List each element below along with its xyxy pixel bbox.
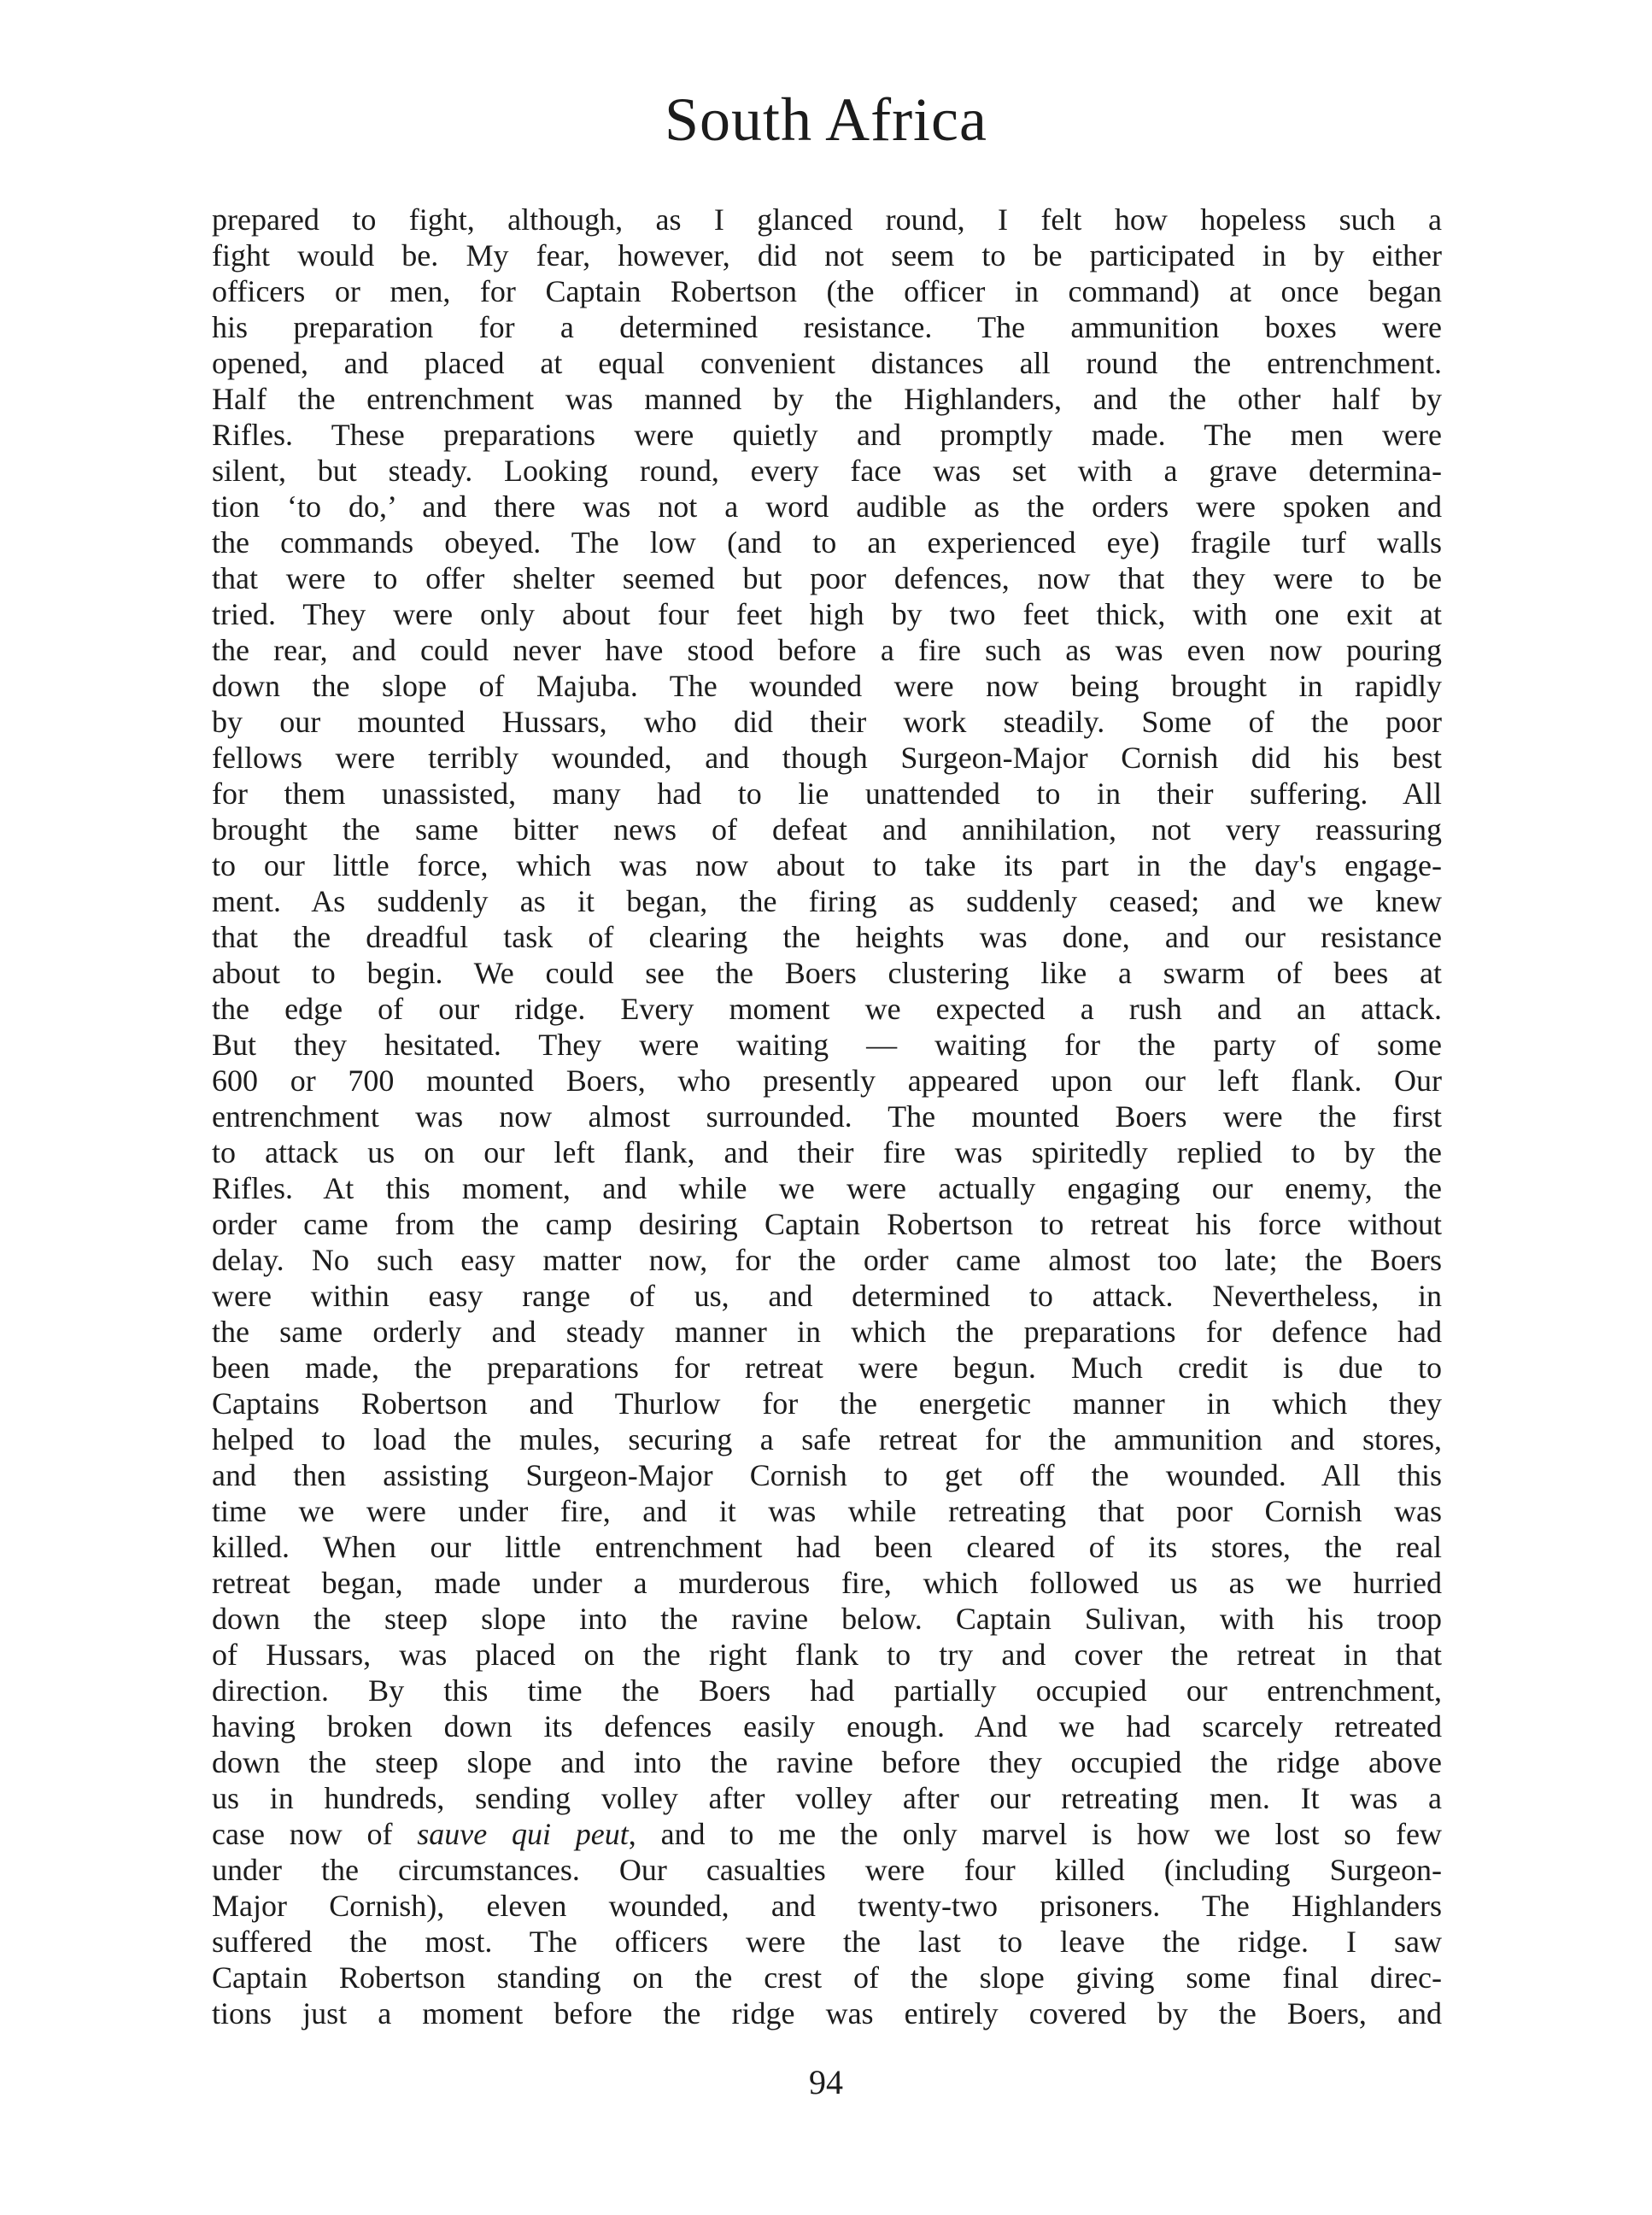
body-text — [212, 202, 1442, 2031]
text-line: tried. They were only about four feet high by two feet thick, with one exit at — [212, 597, 1442, 631]
text-line: retreat began, made under a murderous fire, which followed us as we hurried — [212, 1566, 1442, 1600]
text-line: Captains Robertson and Thurlow for the energetic manner in which they — [212, 1386, 1442, 1421]
text-line: that the dreadful task of clearing the heights was done, and our resistance — [212, 920, 1442, 954]
text-line: having broken down its defences easily enough. And we had scarcely retreated — [212, 1709, 1442, 1743]
text-line: Rifles. At this moment, and while we were actually engaging our enemy, the — [212, 1171, 1442, 1205]
text-line: entrenchment was now almost surrounded. The mounted Boers were the first — [212, 1099, 1442, 1134]
text-line: order came from the camp desiring Captain Robertson to retreat his force without — [212, 1207, 1442, 1241]
text-line: prepared to fight, although, as I glanced round, I felt how hopeless such a — [212, 202, 1442, 237]
text-line: by our mounted Hussars, who did their work steadily. Some of the poor — [212, 705, 1442, 739]
running-head-title: South Africa — [665, 85, 987, 154]
text-line: helped to load the mules, securing a safe retreat for the ammunition and stores, — [212, 1422, 1442, 1456]
text-line: to attack us on our left flank, and their fire was spiritedly replied to by the — [212, 1135, 1442, 1169]
text-line: down the steep slope and into the ravine before they occupied the ridge above — [212, 1745, 1442, 1779]
text-line: 600 or 700 mounted Boers, who presently appeared upon our left flank. Our — [212, 1064, 1442, 1098]
text-line: brought the same bitter news of defeat and annihilation, not very reassuring — [212, 812, 1442, 847]
text-line: down the steep slope into the ravine below. Captain Sulivan, with his troop — [212, 1602, 1442, 1636]
text-line: ment. As suddenly as it began, the firing as suddenly ceased; and we knew — [212, 884, 1442, 918]
text-line: tion ‘to do,’ and there was not a word audible as the orders were spoken and — [212, 489, 1442, 524]
text-segment: case now of — [212, 1817, 393, 1851]
text-line: of Hussars, was placed on the right flank to try and cover the retreat in that — [212, 1638, 1442, 1672]
text-line: been made, the preparations for retreat were begun. Much credit is due to — [212, 1351, 1442, 1385]
italic-phrase: sauve qui peut — [417, 1817, 629, 1851]
text-line: Half the entrenchment was manned by the Highlanders, and the other half by — [212, 382, 1442, 416]
text-line: killed. When our little entrenchment had been cleared of its stores, the real — [212, 1530, 1442, 1564]
text-line: But they hesitated. They were waiting — waiting for the party of some — [212, 1028, 1442, 1062]
text-line: delay. No such easy matter now, for the order came almost too late; the Boers — [212, 1243, 1442, 1277]
text-segment: , and to me the only marvel is how we lost so few — [628, 1817, 1443, 1851]
page-number: 94 — [809, 2063, 843, 2101]
text-line: under the circumstances. Our casualties were four killed (including Surgeon- — [212, 1853, 1442, 1887]
text-line: suffered the most. The officers were the last to leave the ridge. I saw — [212, 1925, 1442, 1959]
text-line: Rifles. These preparations were quietly and promptly made. The men were — [212, 418, 1442, 452]
text-line: direction. By this time the Boers had partially occupied our entrenchment, — [212, 1673, 1442, 1708]
text-line: Major Cornish), eleven wounded, and twenty-two prisoners. The Highlanders — [212, 1889, 1442, 1923]
text-line: time we were under fire, and it was while retreating that poor Cornish was — [212, 1494, 1442, 1528]
text-line: down the slope of Majuba. The wounded were now being brought in rapidly — [212, 669, 1442, 703]
text-line: the commands obeyed. The low (and to an experienced eye) fragile turf walls — [212, 525, 1442, 560]
text-line: that were to offer shelter seemed but poor defences, now that they were to be — [212, 561, 1442, 595]
text-line: the same orderly and steady manner in which the preparations for defence had — [212, 1315, 1442, 1349]
text-line: were within easy range of us, and determined to attack. Nevertheless, in — [212, 1279, 1442, 1313]
text-line: Captain Robertson standing on the crest of the slope giving some final direc- — [212, 1960, 1442, 1995]
text-line: silent, but steady. Looking round, every face was set with a grave determina- — [212, 454, 1442, 488]
text-line: about to begin. We could see the Boers clustering like a swarm of bees at — [212, 956, 1442, 990]
text-line: to our little force, which was now about to take its part in the day's engage- — [212, 848, 1442, 882]
text-line-with-italic — [212, 1816, 1442, 1852]
text-line: his preparation for a determined resistance. The ammunition boxes were — [212, 310, 1442, 344]
text-line: officers or men, for Captain Robertson (the officer in command) at once began — [212, 274, 1442, 308]
text-line: us in hundreds, sending volley after volley after our retreating men. It was a — [212, 1781, 1442, 1815]
text-line: fight would be. My fear, however, did not seem to be participated in by either — [212, 238, 1442, 272]
text-line: and then assisting Surgeon-Major Cornish to get off the wounded. All this — [212, 1458, 1442, 1492]
text-line: tions just a moment before the ridge was entirely covered by the Boers, and — [212, 1996, 1442, 2030]
text-line: the edge of our ridge. Every moment we expected a rush and an attack. — [212, 992, 1442, 1026]
text-line: opened, and placed at equal convenient distances all round the entrenchment. — [212, 346, 1442, 380]
text-line: fellows were terribly wounded, and though Surgeon-Major Cornish did his best — [212, 741, 1442, 775]
text-line: the rear, and could never have stood before a fire such as was even now pouring — [212, 633, 1442, 667]
text-line: for them unassisted, many had to lie unattended to in their suffering. All — [212, 776, 1442, 811]
